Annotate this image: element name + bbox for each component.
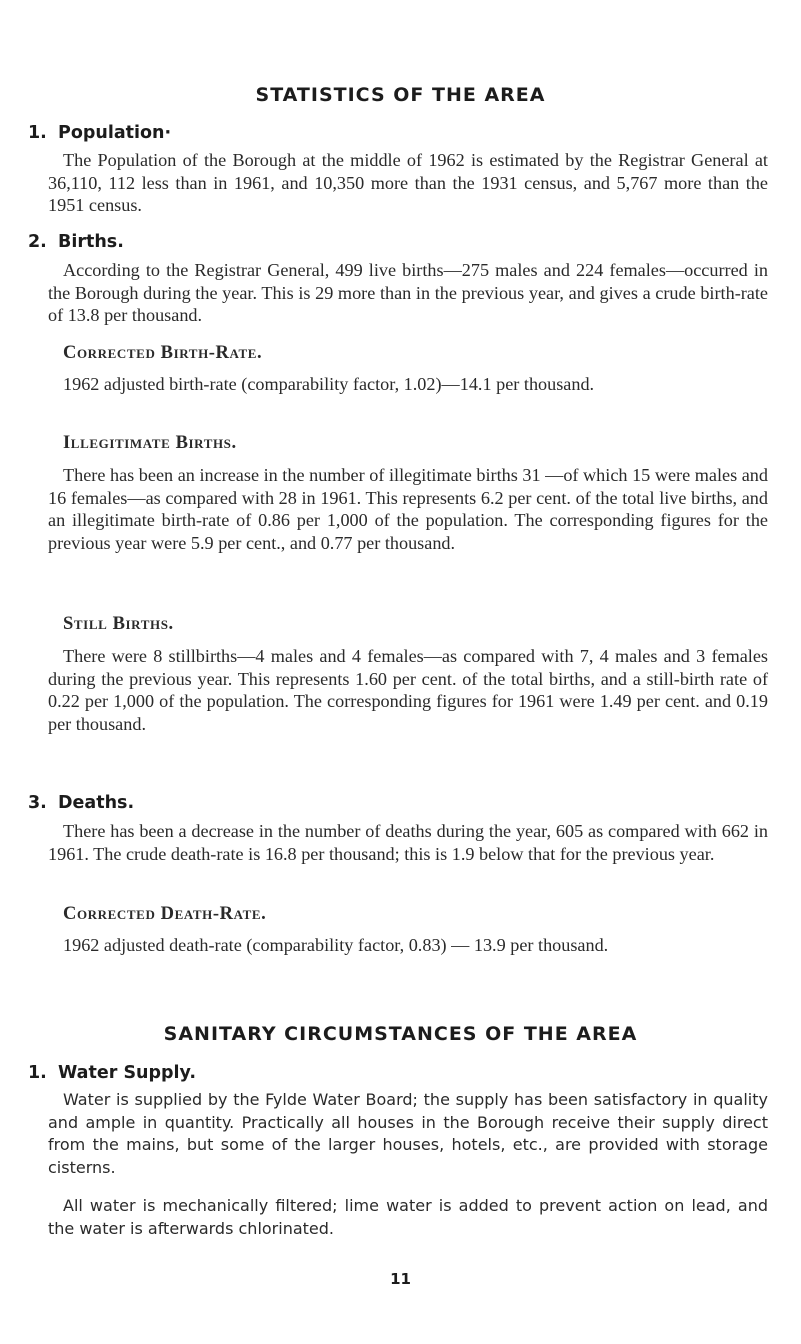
section-heading-label: Water Supply. <box>58 1063 197 1083</box>
population-paragraph: The Population of the Borough at the middle of 1962 is estimated by the Registrar General at 36,110, 112 less than in 1961, and 10,350 more than the 1931 census, and 5,767 more than the 1951 census. <box>48 150 768 215</box>
section-heading-label: Population· <box>58 123 172 143</box>
section-number: 3. <box>28 793 47 813</box>
water-supply-paragraph-1: Water is supplied by the Fylde Water Board; the supply has been satisfactory in quality and ample in quantity. Practically all houses in the Borough receive their supply direct from the mains, but some of the larger houses, hotels, etc., are provided with storage cisterns. <box>48 1090 768 1177</box>
page-number: 11 <box>390 1270 411 1288</box>
deaths-paragraph: There has been a decrease in the number of deaths during the year, 605 as compared with 662 in 1961. The crude death-rate is 16.8 per thousand; this is 1.9 below that for the previous year. <box>48 821 768 864</box>
section-number: 1. <box>28 123 47 143</box>
section-number: 2. <box>28 232 47 252</box>
section-heading-deaths <box>28 793 134 813</box>
section-heading-population <box>28 123 171 143</box>
still-births-heading: Still Births. <box>63 614 174 634</box>
corrected-death-rate-heading: Corrected Death-Rate. <box>63 904 267 924</box>
corrected-birth-rate-paragraph: 1962 adjusted birth-rate (comparability factor, 1.02)—14.1 per thousand. <box>63 374 595 394</box>
section-heading-label: Births. <box>58 232 124 252</box>
still-births-paragraph: There were 8 stillbirths—4 males and 4 females—as compared with 7, 4 males and 3 females during the previous year. This represents 1.60 per cent. of the total births, and a still-birth rate of 0.22 per 1,000 of the population. The corresponding figures for 1961 were 1.49 per cent. and 0.19 per thousand. <box>48 646 768 734</box>
section-title-sanitary: SANITARY CIRCUMSTANCES OF THE AREA <box>163 1023 638 1045</box>
page-title: STATISTICS OF THE AREA <box>255 84 546 106</box>
corrected-death-rate-paragraph: 1962 adjusted death-rate (comparability factor, 0.83) — 13.9 per thousand. <box>63 935 609 955</box>
section-number: 1. <box>28 1063 47 1083</box>
water-supply-paragraph-2: All water is mechanically filtered; lime water is added to prevent action on lead, and the water is afterwards chlorinated. <box>48 1196 768 1238</box>
section-heading-births <box>28 232 124 252</box>
illegitimate-births-heading: Illegitimate Births. <box>63 433 237 453</box>
births-paragraph: According to the Registrar General, 499 live births—275 males and 224 females—occurred in the Borough during the year. This is 29 more than in the previous year, and gives a crude birth-rate of 13.8 per thousand. <box>48 260 768 325</box>
section-heading-label: Deaths. <box>58 793 135 813</box>
illegitimate-births-paragraph: There has been an increase in the number of illegitimate births 31 —of which 15 were males and 16 females—as compared with 28 in 1961. This represents 6.2 per cent. of the total live births, and an illegitimate birth-rate of 0.86 per 1,000 of the population. The corresponding figures for the previous year were 5.9 per cent., and 0.77 per thousand. <box>48 465 768 553</box>
section-heading-water-supply <box>28 1063 196 1083</box>
corrected-birth-rate-heading: Corrected Birth-Rate. <box>63 343 263 363</box>
